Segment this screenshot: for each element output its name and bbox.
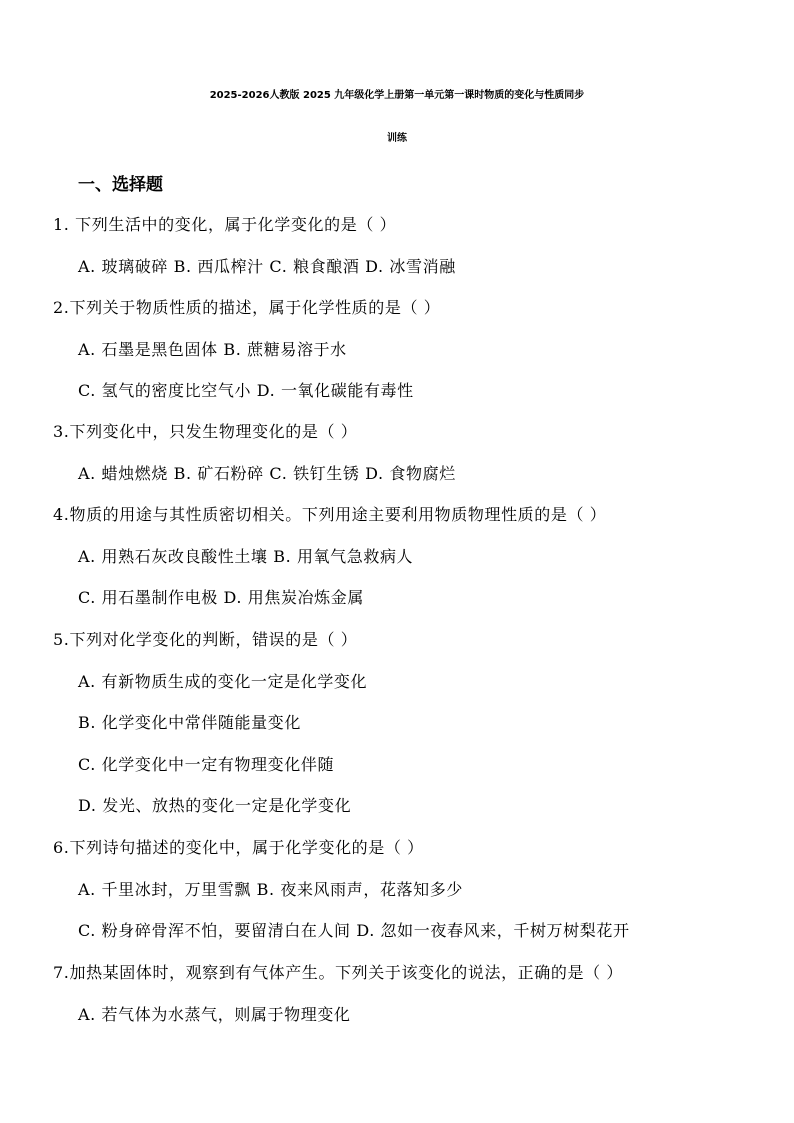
question-4-options-2: C. 用石墨制作电极 D. 用焦炭冶炼金属 [78, 588, 364, 607]
question-2-stem: 2.下列关于物质性质的描述，属于化学性质的是（ ） [53, 298, 441, 317]
question-2-options-1: A. 石墨是黑色固体 B. 蔗糖易溶于水 [78, 340, 347, 359]
question-6-options-1: A. 千里冰封，万里雪飘 B. 夜来风雨声，花落知多少 [78, 880, 463, 899]
question-5-option-d: D. 发光、放热的变化一定是化学变化 [78, 796, 352, 815]
section-heading: 一、选择题 [78, 175, 163, 195]
document-title-line-2: 训练 [387, 133, 407, 144]
question-5-option-a: A. 有新物质生成的变化一定是化学变化 [78, 672, 368, 691]
question-7-option-a: A. 若气体为水蒸气，则属于物理变化 [78, 1005, 351, 1024]
question-4-options-1: A. 用熟石灰改良酸性土壤 B. 用氧气急救病人 [78, 547, 414, 566]
question-6-options-2: C. 粉身碎骨浑不怕，要留清白在人间 D. 忽如一夜春风来，千树万树梨花开 [78, 921, 630, 940]
question-7-stem: 7.加热某固体时，观察到有气体产生。下列关于该变化的说法，正确的是（ ） [53, 963, 623, 982]
question-1-stem: 1. 下列生活中的变化，属于化学变化的是（ ） [53, 215, 397, 234]
question-3-stem: 3.下列变化中，只发生物理变化的是（ ） [53, 422, 358, 441]
question-4-stem: 4.物质的用途与其性质密切相关。下列用途主要利用物质物理性质的是（ ） [53, 505, 607, 524]
document-title-line-1: 2025-2026人教版 2025 九年级化学上册第一单元第一课时物质的变化与性质同步 [209, 90, 585, 101]
question-5-option-c: C. 化学变化中一定有物理变化伴随 [78, 755, 335, 774]
question-5-option-b: B. 化学变化中常伴随能量变化 [78, 713, 301, 732]
question-5-stem: 5.下列对化学变化的判断，错误的是（ ） [53, 630, 358, 649]
question-6-stem: 6.下列诗句描述的变化中，属于化学变化的是（ ） [53, 838, 424, 857]
question-3-options: A. 蜡烛燃烧 B. 矿石粉碎 C. 铁钉生锈 D. 食物腐烂 [78, 464, 456, 483]
question-2-options-2: C. 氢气的密度比空气小 D. 一氧化碳能有毒性 [78, 381, 414, 400]
question-1-options: A. 玻璃破碎 B. 西瓜榨汁 C. 粮食酿酒 D. 冰雪消融 [78, 257, 456, 276]
